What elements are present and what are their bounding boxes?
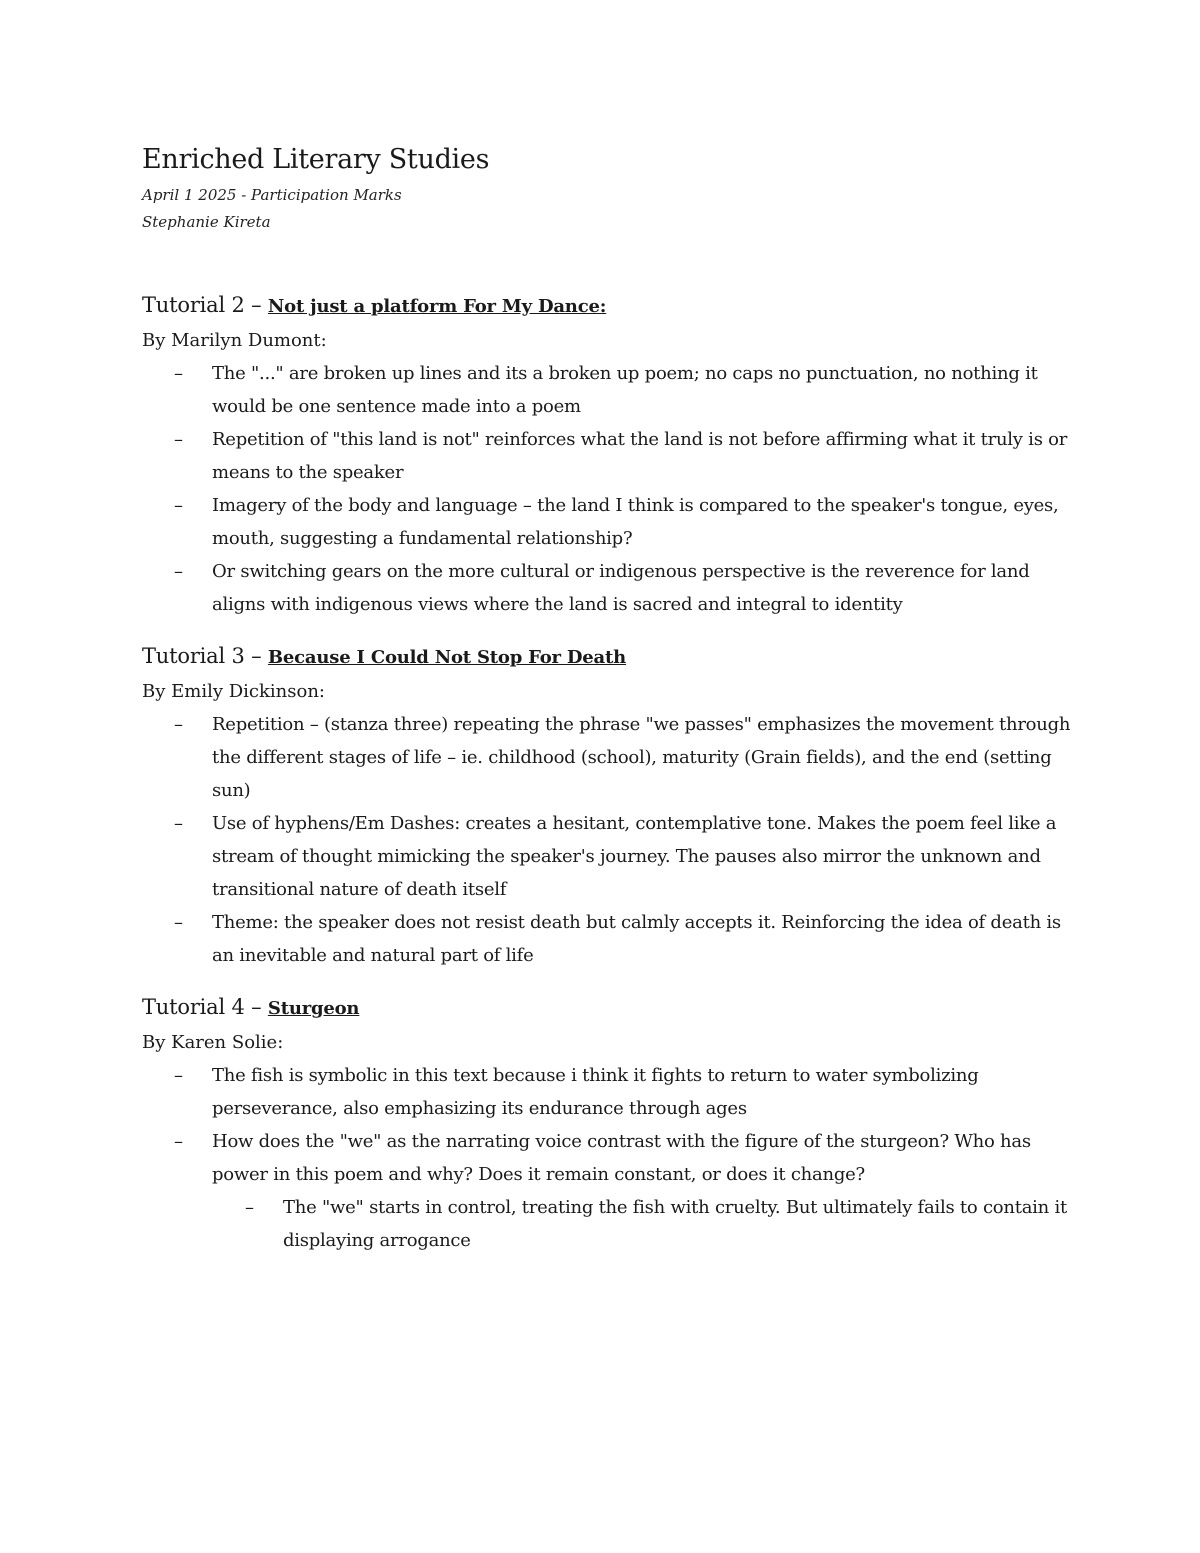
list-item-text: Theme: the speaker does not resist death but calmly accepts it. Reinforcing the idea of death is an inevitable and natural part of life: [212, 912, 1061, 966]
document-meta: [142, 182, 1072, 236]
list-item-text: Imagery of the body and language – the land I think is compared to the speaker's tongue, eyes, mouth, suggesting a fundamental relationship?: [212, 495, 1059, 549]
bullet-dash: –: [174, 1065, 183, 1086]
poem-byline: By Emily Dickinson:: [142, 681, 325, 702]
poem-title: Because I Could Not Stop For Death: [267, 647, 627, 668]
tutorial-heading: [142, 288, 1072, 324]
poem-title: Sturgeon: [267, 998, 360, 1019]
author-line: Stephanie Kireta: [142, 213, 271, 231]
list-item: [142, 357, 1072, 423]
bullet-dash: –: [174, 1131, 183, 1152]
list-item: [142, 807, 1072, 906]
document-page: [142, 140, 1072, 1257]
tutorial-4-section: [142, 990, 1072, 1257]
list-item: [142, 1059, 1072, 1125]
bullet-dash: –: [174, 363, 183, 384]
poem-byline: By Marilyn Dumont:: [142, 330, 327, 351]
bullet-dash: –: [245, 1197, 254, 1218]
tutorial-label: Tutorial 2 –: [142, 293, 268, 317]
tutorial-heading: [142, 990, 1072, 1026]
tutorial-2-section: [142, 288, 1072, 621]
tutorial-3-section: [142, 639, 1072, 972]
list-item: [142, 555, 1072, 621]
bullet-dash: –: [174, 495, 183, 516]
list-item: [142, 489, 1072, 555]
list-item: [142, 708, 1072, 807]
bullet-dash: –: [174, 429, 183, 450]
sub-list-item: [142, 1191, 1072, 1257]
list-item: [142, 423, 1072, 489]
list-item-text: The "..." are broken up lines and its a broken up poem; no caps no punctuation, no nothing it would be one sentence made into a poem: [212, 363, 1038, 417]
bullet-dash: –: [174, 714, 183, 735]
bullet-dash: –: [174, 813, 183, 834]
bullet-dash: –: [174, 561, 183, 582]
list-item-text: The "we" starts in control, treating the fish with cruelty. But ultimately fails to contain it displaying arrogance: [283, 1197, 1067, 1251]
tutorial-label: Tutorial 3 –: [142, 644, 268, 668]
sub-bullet-list: [142, 1191, 1072, 1257]
bullet-list: [142, 357, 1072, 621]
bullet-list: [142, 708, 1072, 972]
list-item-text: Repetition – (stanza three) repeating the phrase "we passes" emphasizes the movement through the different stages of life – ie. childhood (school), maturity (Grain fields), and the end (setting sun): [212, 714, 1071, 801]
bullet-list: [142, 1059, 1072, 1191]
tutorial-label: Tutorial 4 –: [142, 995, 268, 1019]
tutorial-heading: [142, 639, 1072, 675]
date-line: April 1 2025 - Participation Marks: [142, 186, 402, 204]
list-item-text: The fish is symbolic in this text because i think it fights to return to water symbolizing perseverance, also emphasizing its endurance through ages: [212, 1065, 979, 1119]
list-item-text: Or switching gears on the more cultural or indigenous perspective is the reverence for land aligns with indigenous views where the land is sacred and integral to identity: [212, 561, 1030, 615]
list-item-text: Use of hyphens/Em Dashes: creates a hesitant, contemplative tone. Makes the poem feel like a stream of thought mimicking the speaker's journey. The pauses also mirror the unknown and transitional nature of death itself: [212, 813, 1057, 900]
list-item-text: How does the "we" as the narrating voice contrast with the figure of the sturgeon? Who has power in this poem and why? Does it remain constant, or does it change?: [212, 1131, 1031, 1185]
list-item-text: Repetition of "this land is not" reinforces what the land is not before affirming what it truly is or means to the speaker: [212, 429, 1068, 483]
poem-title: Not just a platform For My Dance:: [267, 296, 607, 317]
list-item: [142, 906, 1072, 972]
bullet-dash: –: [174, 912, 183, 933]
list-item: [142, 1125, 1072, 1191]
poem-byline: By Karen Solie:: [142, 1032, 284, 1053]
document-title: Enriched Literary Studies: [142, 144, 490, 175]
